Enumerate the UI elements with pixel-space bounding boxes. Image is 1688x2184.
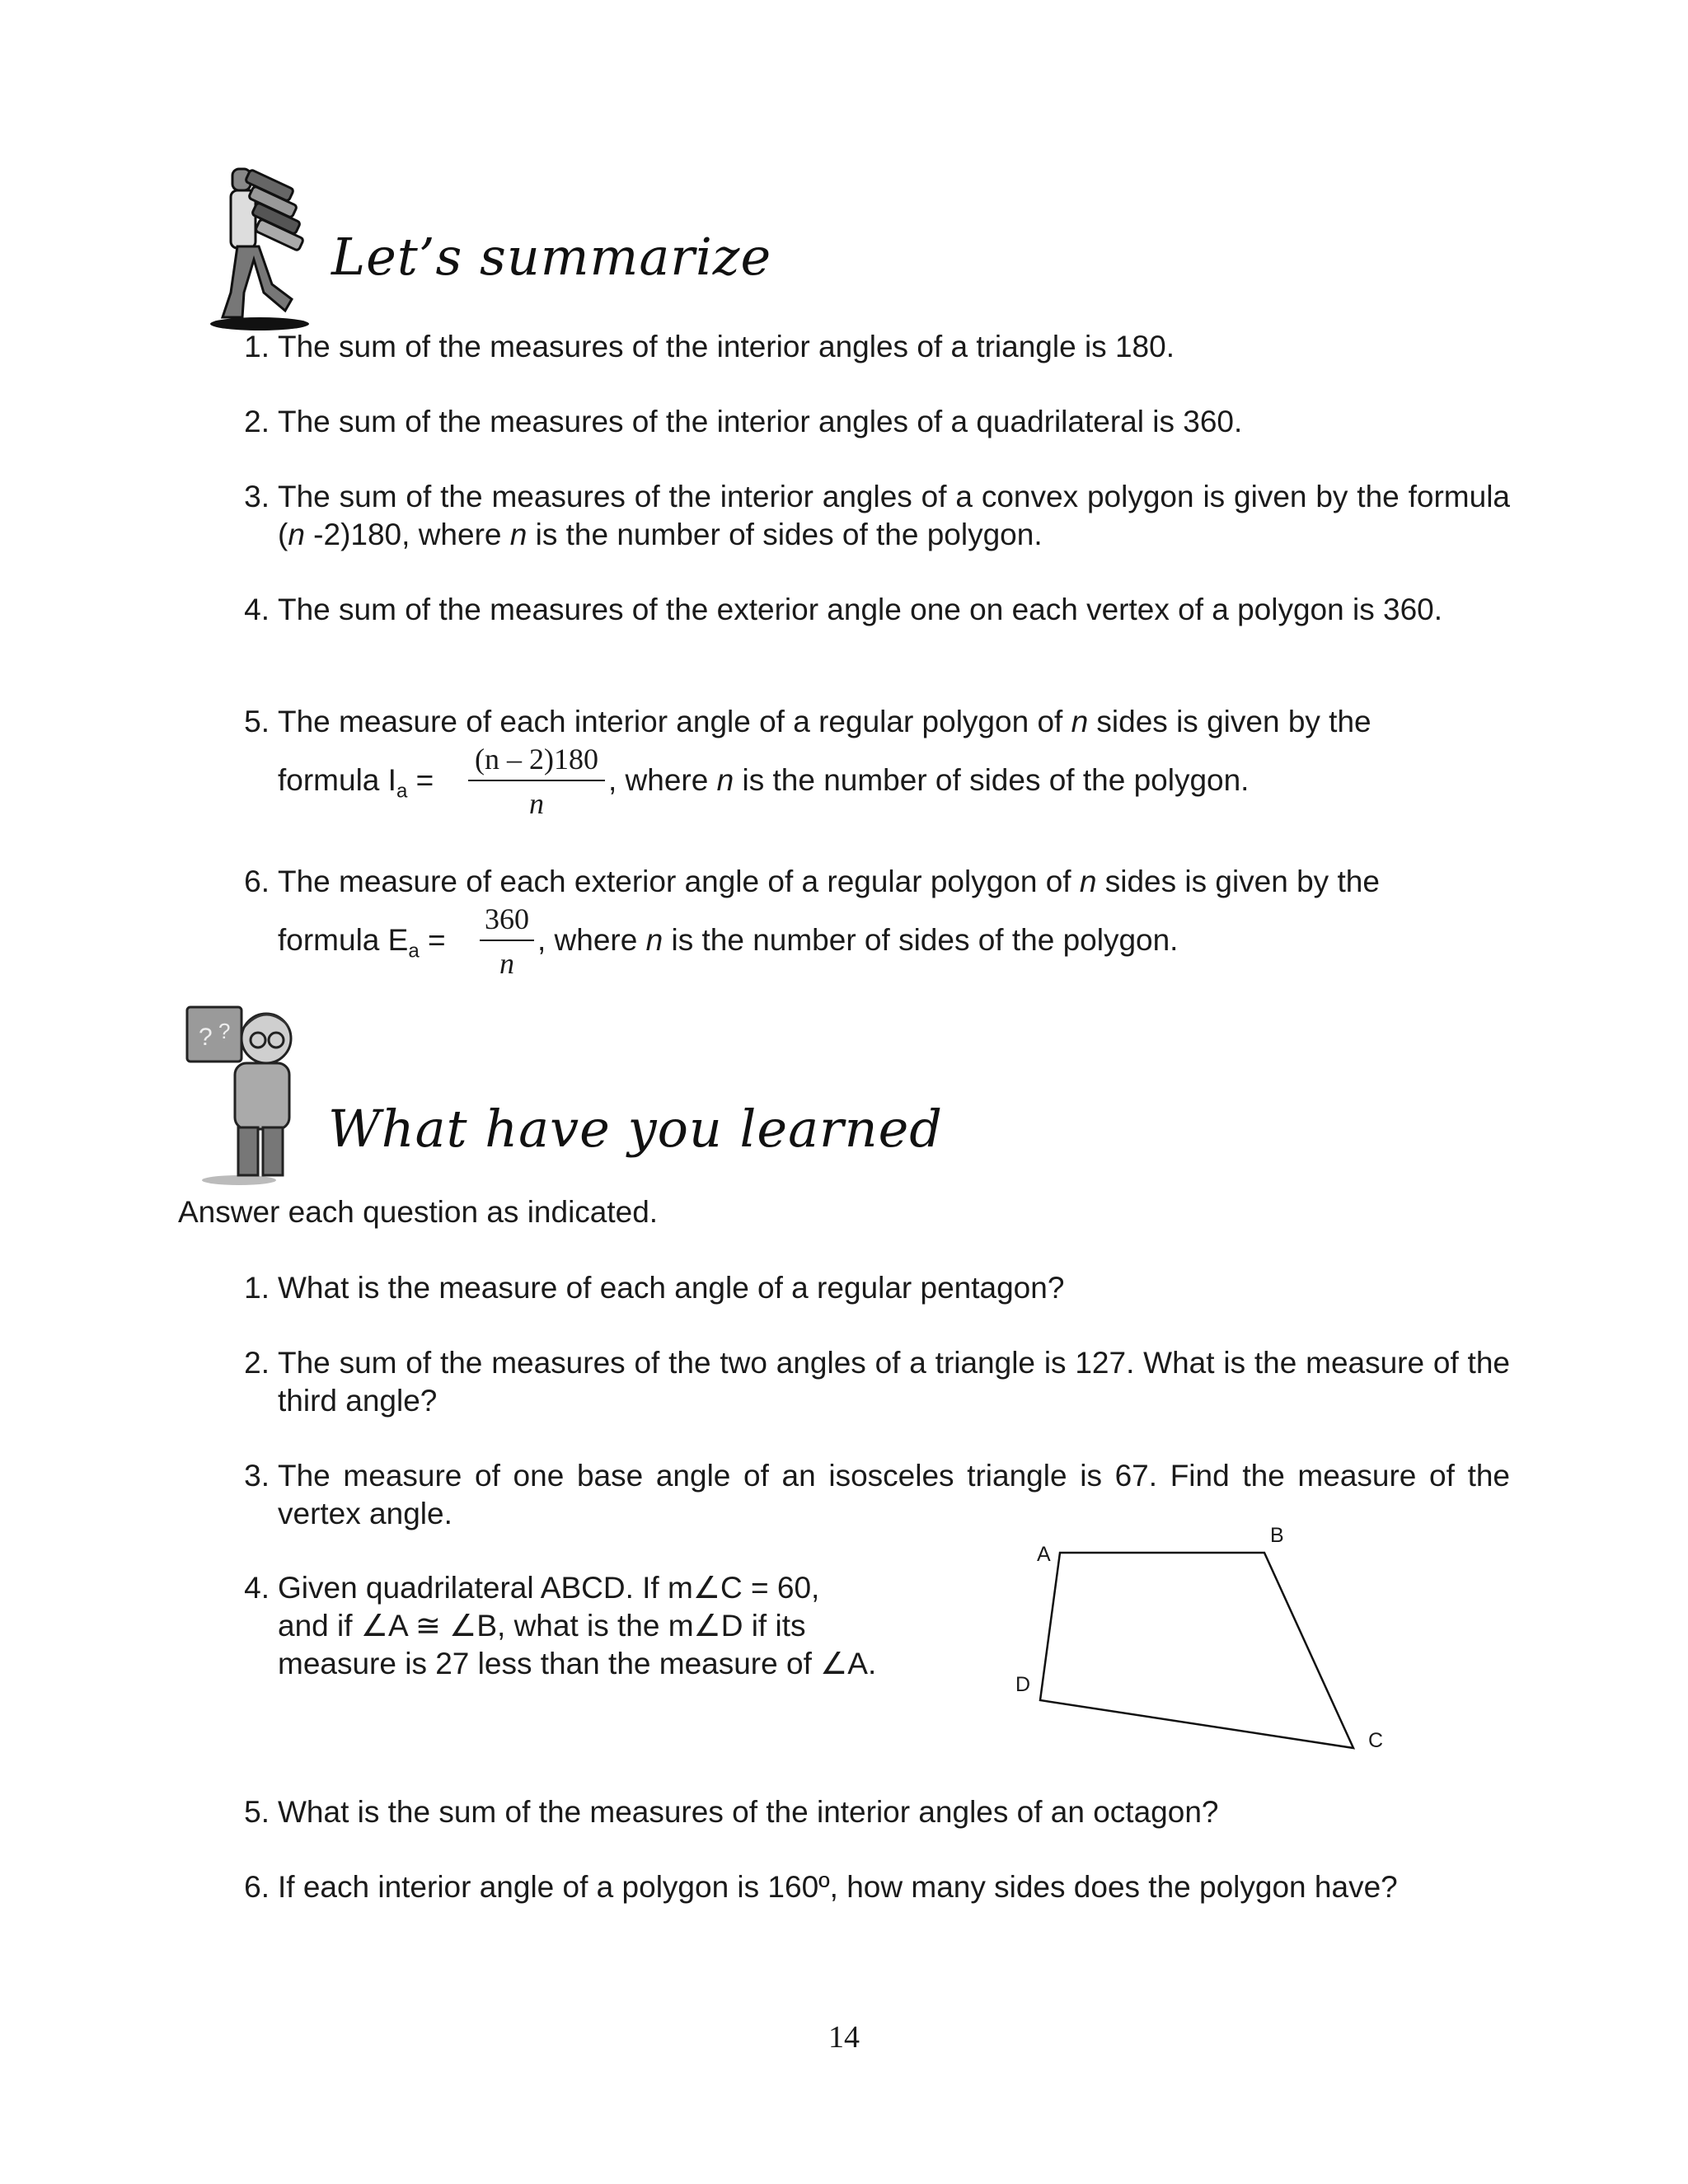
summary-item: 6. The measure of each exterior angle of a regular polygon of n sides is given by the: [244, 865, 1380, 898]
question-item: 1. What is the measure of each angle of a regular pentagon?: [244, 1271, 1065, 1305]
question-item: 3. The measure of one base angle of an isosceles triangle is 67. Find the measure of the vertex angle.: [244, 1459, 1510, 1530]
summary-item: 2. The sum of the measures of the interior angles of a quadrilateral is 360.: [244, 405, 1243, 438]
page-number: 14: [828, 2020, 860, 2055]
summary-item: 3. The sum of the measures of the interior angles of a convex polygon is given by the formula (n -2)180, where n is the number of sides of the polygon.: [244, 480, 1510, 551]
summary-item: 1. The sum of the measures of the interior angles of a triangle is 180.: [244, 330, 1175, 363]
vertex-label-c: C: [1368, 1729, 1384, 1752]
summary-item: 5. The measure of each interior angle of a regular polygon of n sides is given by the: [244, 705, 1372, 738]
learned-heading: What have you learned: [328, 1099, 943, 1159]
vertex-label-b: B: [1270, 1524, 1284, 1547]
question-item: 4. Given quadrilateral ABCD. If m∠C = 60, and if ∠A ≅ ∠B, what is the m∠D if its measure is 27 less than the measure of ∠A.: [244, 1571, 877, 1680]
vertex-label-a: A: [1037, 1543, 1051, 1566]
svg-text:?: ?: [218, 1019, 231, 1043]
interior-angle-formula-note: , where n is the number of sides of the polygon.: [608, 763, 1250, 797]
exterior-angle-formula-label: formula $E_a$ =: [278, 923, 446, 963]
person-carrying-books-icon: [206, 161, 321, 334]
exterior-angle-formula-note: , where n is the number of sides of the polygon.: [537, 923, 1179, 957]
child-holding-question-box-icon: [177, 997, 309, 1187]
svg-text:?: ?: [199, 1024, 213, 1051]
summary-item: 4. The sum of the measures of the exterior angle one on each vertex of a polygon is 360.: [244, 593, 1443, 626]
quadrilateral-abcd-figure: [1006, 1525, 1418, 1772]
question-item: 6. If each interior angle of a polygon is 160º, how many sides does the polygon have?: [244, 1870, 1398, 1904]
instruction-text: Answer each question as indicated.: [178, 1195, 659, 1229]
interior-angle-fraction: (n – 2)180 n: [468, 742, 605, 821]
summary-heading: Let’s summarize: [331, 227, 772, 287]
question-item: 2. The sum of the measures of the two angles of a triangle is 127. What is the measure of the third angle?: [244, 1346, 1510, 1418]
interior-angle-formula-label: formula $I_a$ =: [278, 763, 434, 803]
vertex-label-d: D: [1015, 1673, 1031, 1696]
exterior-angle-fraction: 360 n: [480, 902, 534, 981]
question-item: 5. What is the sum of the measures of the interior angles of an octagon?: [244, 1795, 1219, 1829]
